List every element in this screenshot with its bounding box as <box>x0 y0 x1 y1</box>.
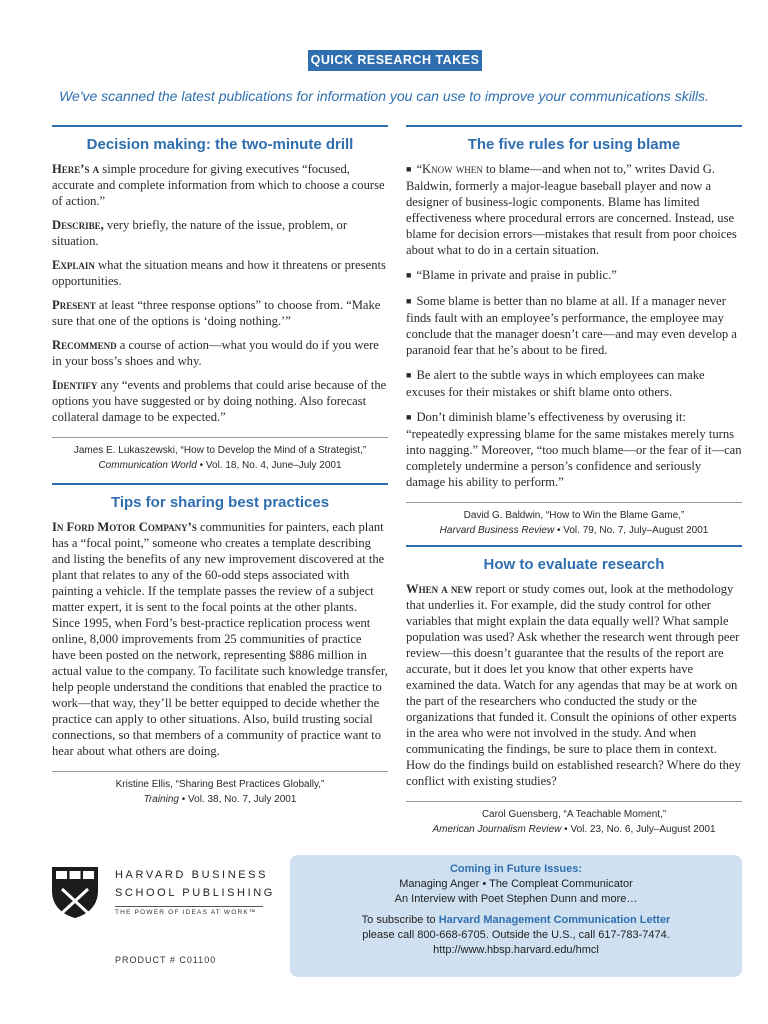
blame-rule-item <box>406 267 742 284</box>
evaluate-source <box>406 807 742 837</box>
evaluate-source-pub: American Journalism Review <box>432 824 562 835</box>
decision-item-lead: Identify <box>52 378 98 392</box>
decision-item-lead: Describe, <box>52 218 104 232</box>
future-issues-box <box>290 855 742 977</box>
product-number: PRODUCT # C01100 <box>115 955 217 965</box>
decision-intro-text: simple procedure for giving executives “focused, accurate and complete information from which to choose a course of action.” <box>52 162 385 208</box>
decision-item <box>52 257 388 289</box>
decision-intro-lead: Here’s a <box>52 162 100 176</box>
section-rule <box>52 483 388 485</box>
bullet-icon: ■ <box>406 270 412 280</box>
bullet-icon: ■ <box>406 412 412 422</box>
tips-section <box>52 483 388 807</box>
bullet-icon: ■ <box>406 370 412 380</box>
tips-lead: In Ford Motor Company’s <box>52 520 197 534</box>
blame-rule-item <box>406 367 742 400</box>
decision-item <box>52 377 388 425</box>
decision-item-lead: Present <box>52 298 96 312</box>
subscribe-line <box>290 913 742 928</box>
blame-rule-item <box>406 161 742 258</box>
tips-source-title: Kristine Ellis, “Sharing Best Practices Globally,” <box>115 779 325 790</box>
section-rule <box>406 545 742 547</box>
publisher-tagline: THE POWER OF IDEAS AT WORK™ <box>115 906 263 916</box>
tips-source-vol: • Vol. 38, No. 7, July 2001 <box>178 794 297 805</box>
section-rule <box>52 125 388 127</box>
evaluate-source-title: Carol Guensberg, “A Teachable Moment,” <box>481 809 667 820</box>
evaluate-lead: When a new <box>406 582 473 596</box>
evaluate-section <box>406 545 742 837</box>
section-rule <box>406 125 742 127</box>
evaluate-text: report or study comes out, look at the methodology that underlies it. For example, did the study control for other variables that might explain the data equally well? What sample population was used? Ask whether the research went through peer review—this doesn’t guarantee that the results of the report are accurate, but it does let you know that other experts have examined the data. Watch for any agendas that may be at work on the part of the researchers who conducted the study or the organizations that funded it. Consult the opinions of other experts in the area who were not involved in the study. And when communicating the findings, be sure to place them in context. How do the findings build on established research? Where do they conflict with existing studies? <box>406 582 741 788</box>
decision-item-lead: Recommend <box>52 338 117 352</box>
harvard-shield-logo <box>50 865 100 919</box>
subscribe-url[interactable]: http://www.hbsp.harvard.edu/hmcl <box>433 944 599 956</box>
left-column <box>52 125 388 473</box>
blame-rule-text: Be alert to the subtle ways in which employees can make excuses for their mistakes or shift blame onto others. <box>406 368 705 399</box>
tips-title: Tips for sharing best practices <box>110 494 330 511</box>
tips-source-pub: Training <box>143 794 179 805</box>
source-divider <box>52 771 388 772</box>
source-divider <box>406 502 742 503</box>
future-line1: Managing Anger • The Compleat Communicator <box>399 878 633 890</box>
decision-source-title: James E. Lukaszewski, “How to Develop the Mind of a Strategist,” <box>73 445 367 456</box>
blame-source-vol: • Vol. 79, No. 7, July–August 2001 <box>554 525 709 536</box>
decision-source-pub: Communication World <box>98 460 197 471</box>
blame-rule-item <box>406 409 742 490</box>
blame-rule-text: Don’t diminish blame’s effectiveness by overusing it: “repeatedly expressing blame for the same mistakes merely turns into nagging.” Moreover, “too much blame—or the fear of it—can completely undermine a person’s confidence and seriously damage his ability to perform.” <box>406 410 742 489</box>
blame-rule-text: to blame—and when not to,” writes David G. Baldwin, formerly a major-league baseball player and now a designer of business-logic components. Blame has limited effectiveness where procedural errors are concerned. Instead, use blame for decision errors—mistakes that result from poor choices about what to do in a certain situation. <box>406 162 737 257</box>
tips-text: communities for painters, each plant has a “focal point,” someone who creates a template describing and listing the benefits of any new improvement discovered at the plant that relates to any of the 60-odd steps associated with painting a vehicle. If the template passes the review of a subject matter expert, it is sent to the focal points at the other plants. Since 1995, when Ford’s best-practice replication process went online, 8,000 improvements from 25 communities of practice have been posted on the network, representing $886 million in actual value to the company. To facilitate such knowledge transfer, help people understand the conditions that enabled the practice to work—that way, they’ll be better equipped to decide whether the practice can apply to other situations. Also, build trusting social connections, so that members of a community of practice want to hear about what others are doing. <box>52 520 388 758</box>
blame-rule-text: Some blame is better than no blame at all. If a manager never finds fault with an employee’s performance, the employee may conclude that the manager doesn’t care—and may even develop a paranoid fear that he’s about to be fired. <box>406 294 737 357</box>
publisher-line2: SCHOOL PUBLISHING <box>115 887 275 899</box>
blame-rule-text: “Blame in private and praise in public.” <box>416 268 617 282</box>
tagline: We've scanned the latest publications for information you can use to improve your communications skills. <box>59 88 709 104</box>
blame-title: The five rules for using blame <box>467 136 681 153</box>
blame-section <box>406 125 742 538</box>
evaluate-title: How to evaluate research <box>483 556 665 573</box>
decision-item <box>52 217 388 249</box>
section-banner: QUICK RESEARCH TAKES <box>308 50 482 71</box>
subscribe-phone: please call 800-668-6705. Outside the U.S., call 617-783-7474. <box>362 929 670 941</box>
evaluate-source-vol: • Vol. 23, No. 6, July–August 2001 <box>561 824 716 835</box>
publisher-line1: HARVARD BUSINESS <box>115 869 269 881</box>
blame-rule-lead: “Know when <box>416 162 483 176</box>
bullet-icon: ■ <box>406 296 412 306</box>
tips-body <box>52 519 388 759</box>
blame-rule-item <box>406 293 742 358</box>
blame-source <box>406 508 742 538</box>
evaluate-body <box>406 581 742 789</box>
decision-source-vol: • Vol. 18, No. 4, June–July 2001 <box>196 460 342 471</box>
tips-source <box>52 777 388 807</box>
bullet-icon: ■ <box>406 164 412 174</box>
decision-item-text: any “events and problems that could arise because of the options you have suggested or by doing nothing. Also forecast collateral damage to be expected.” <box>52 378 387 424</box>
decision-intro <box>52 161 388 209</box>
blame-source-title: David G. Baldwin, “How to Win the Blame Game,” <box>463 510 685 521</box>
source-divider <box>406 801 742 802</box>
future-title: Coming in Future Issues: <box>449 863 582 875</box>
publisher-name <box>115 866 275 902</box>
decision-title: Decision making: the two-minute drill <box>86 136 354 153</box>
newsletter-name: Harvard Management Communication Letter <box>438 914 671 926</box>
decision-item-text: what the situation means and how it threatens or presents opportunities. <box>52 258 386 288</box>
decision-item-text: at least “three response options” to choose from. “Make sure that one of the options is ‘doing nothing.’” <box>52 298 381 328</box>
decision-source <box>52 443 388 473</box>
decision-item-text: very briefly, the nature of the issue, problem, or situation. <box>52 218 348 248</box>
future-line2: An Interview with Poet Stephen Dunn and more… <box>394 893 638 905</box>
blame-source-pub: Harvard Business Review <box>439 525 555 536</box>
decision-item <box>52 337 388 369</box>
source-divider <box>52 437 388 438</box>
decision-item <box>52 297 388 329</box>
decision-item-lead: Explain <box>52 258 95 272</box>
decision-item-text: a course of action—what you would do if you were in your boss’s shoes and why. <box>52 338 379 368</box>
subscribe-prefix: To subscribe to <box>361 914 439 926</box>
